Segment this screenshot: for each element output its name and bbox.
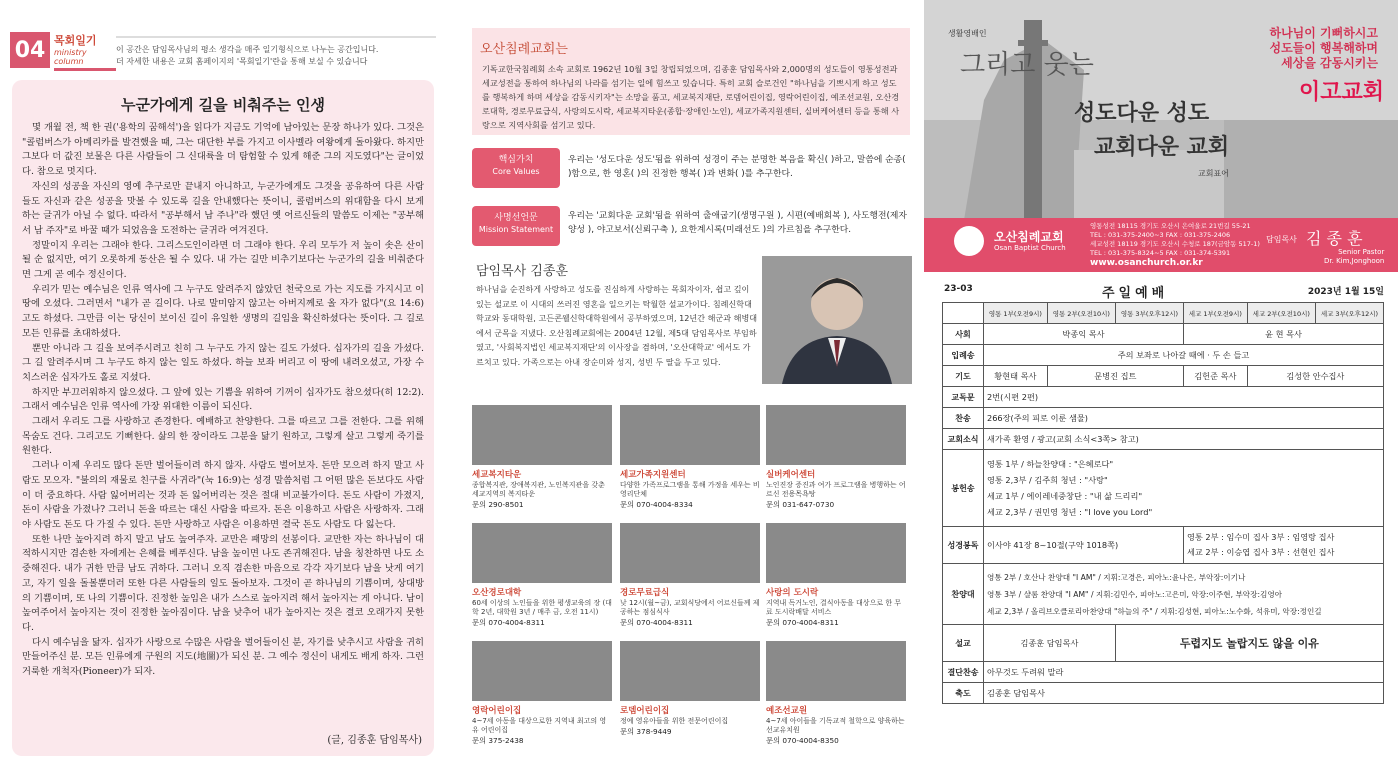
senior-pastor-english [1324, 248, 1384, 266]
table-row [943, 324, 1384, 345]
motto-line-3: 세상을 감동시키는 [1281, 56, 1378, 70]
essay-paragraph: 그래서 우리도 그를 사랑하고 존경한다. 예배하고 찬양한다. 그를 따르고 그를 전한다. 그를 위해 목숨도 건다. 그리고도 기뻐한다. 삶의 한 장이라도 그분을 닮기 원하고, 그렇게 살고 그렇게 죽기를 원한다. [22, 416, 424, 457]
essay-paragraph: 뿐만 아니라 그 길을 보여주시려고 친히 그 누구도 가지 않는 길도 가셨다. 십자가의 길을 가셨다. 그 길 알려주시며 그 누구도 하지 않는 일도 하셨다. 하늘 보좌 버리고 이 땅에 내려오셨고, 가장 수치스러운 십자가도 홀로 지셨다. [22, 342, 424, 383]
core-values-text: 우리는 '성도다운 성도'됨을 위하여 성경이 주는 분명한 복음을 확신( )하고, 말씀에 순종( )함으로, 한 영혼( )의 진정한 행복( )과 변화( )를 추구한다. [568, 155, 906, 179]
church-intro-box [472, 28, 910, 135]
church-intro-text: 기독교한국침례회 소속 교회로 1962년 10월 3일 창립되었으며, 김종훈 담임목사와 2,000명의 성도들이 영통성전과 세교성전을 통하여 하나님의 나라를 섬기는 일에 힘쓰고 있습니다. 특히 교회 슬로건인 "하나님을 기쁘시게 하고 성도를 행복하게 하며 세상을 감동시키자"는 소망을 품고, 세교복지재단, 로뎀어린이집, 영락어린이집, 예조선교원, 오산경로대학, 경로무료급식, 사랑의도시락, 세교복지타운(종합·장애인·노인), 세교가족지원센터, 실버케어센터 등을 통해 사랑으로 지역사회를 섬기고 있다. [482, 64, 900, 130]
worship-title: 주일예배 [1102, 286, 1169, 301]
facility-photo [620, 641, 760, 701]
worship-order-table [942, 302, 1384, 704]
facility-photo [472, 641, 612, 701]
facility-name: 세교복지타운 [472, 470, 522, 480]
column-desc-line-2: 더 자세한 내용은 교회 홈페이지의 '목회일기'란을 통해 보실 수 있습니다 [116, 57, 368, 66]
facility-name: 영락어린이집 [472, 706, 522, 716]
table-cell: 문병진 집트 [1047, 366, 1183, 387]
row-label: 봉헌송 [943, 450, 984, 527]
church-name: 오산침례교회 [994, 230, 1064, 244]
table-row [943, 450, 1384, 527]
facility-card [472, 641, 612, 759]
offering-song-line: 세교 2,3부 / 권민영 청년 : "I love you Lord" [987, 507, 1153, 517]
table-cell: 아무것도 두려워 말라 [984, 662, 1384, 683]
facility-photo [620, 523, 760, 583]
facility-name: 오산경로대학 [472, 588, 522, 598]
essay-body [12, 121, 434, 680]
facility-name: 경로무료급식 [620, 588, 670, 598]
church-intro-title: 오산침례교회는 [480, 42, 568, 57]
table-row [943, 527, 1384, 564]
table-cell: 266장(주의 피로 이룬 샘물) [984, 408, 1384, 429]
column-desc-line-1: 이 공간은 담임목사님의 평소 생각을 매주 일기형식으로 나누는 공간입니다. [116, 45, 379, 54]
table-cell: 새가족 환영 / 광고(교회 소식<3쪽> 참고) [984, 429, 1384, 450]
facility-photo [472, 523, 612, 583]
table-row [943, 408, 1384, 429]
facility-desc: 60세 이상의 노인들을 위한 평생교육의 장 (대학 2년, 대학원 3년 / 매주 금, 오전 11시) [472, 599, 612, 616]
table-header: 세교 2부(오전10시) [1247, 303, 1315, 324]
table-header: 세교 3부(오후12시) [1315, 303, 1383, 324]
pastor-bio: 하나님을 순진하게 사랑하고 성도를 진심하게 사랑하는 목회자이자, 쉽고 깊이 있는 설교로 이 시대의 쓰러진 영혼을 일으키는 탁월한 설교가이다. 침례신학대학교와 동대학원, 고든콘웰신학대학원에서 공부하였으며, 12년간 해군과 해병대에서 군목을 지냈다. 오산침례교회에는 2004년 12월, 제5대 담임목사로 부임하였고, '사회복지법인 세교복지재단'의 이사장을 겸하며, '오산대학교' 에서도 가르치고 있다. 가족으로는 아내 장순미와 성지, 성빈 두 딸을 두고 있다. [476, 284, 758, 367]
ministry-column-page [0, 0, 446, 776]
offering-song-line: 영통 2,3부 / 김주희 청년 : "사랑" [987, 475, 1108, 485]
facility-desc: 노인진장 증진과 여가 프로그램을 병행하는 어르신 전용목욕탕 [766, 481, 906, 498]
table-cell: 이사야 41장 8~10절(구약 1018쪽) [984, 527, 1184, 564]
facility-card [766, 523, 906, 641]
table-header: 세교 1부(오전9시) [1183, 303, 1247, 324]
slogan-line-1: 성도다운 성도 [1074, 100, 1210, 126]
table-header: 영통 2부(오전10시) [1047, 303, 1115, 324]
table-row [943, 564, 1384, 625]
facility-card [620, 641, 760, 759]
church-intro-page [446, 0, 920, 776]
pastor-portrait-icon [762, 256, 912, 384]
facility-desc: 정예 영유아들을 위한 전문어린이집 [620, 717, 729, 725]
facility-phone: 문의 070-4004-8311 [472, 618, 545, 627]
table-cell [984, 564, 1384, 625]
row-label: 찬양대 [943, 564, 984, 625]
slogan-line-2: 교회다운 교회 [1094, 134, 1230, 160]
church-address [1090, 222, 1260, 258]
essay-box [12, 80, 434, 756]
row-label: 성경봉독 [943, 527, 984, 564]
facility-photo [766, 523, 906, 583]
facility-card [766, 641, 906, 759]
facility-photo [472, 405, 612, 465]
table-row [943, 429, 1384, 450]
facility-phone: 문의 378-9449 [620, 727, 672, 736]
facility-card [472, 523, 612, 641]
column-title-block [54, 32, 116, 71]
essay-paragraph: 우리가 믿는 예수님은 인류 역사에 그 누구도 알려주지 않았던 천국으로 가는 지도를 가지시고 이 땅에 오셨다. 그러면서 "내가 곧 길이다. 나로 말미암지 않고는 아버지께로 올 자가 없다"(요 14:6)고도 하셨다. 그만큼 이는 당신이 보이신 길이 유일한 생명의 길임을 확신하셨다는 뜻이다. 그 길로 모든 인류를 초대하셨다. [22, 283, 424, 339]
table-cell: 김성한 안수집사 [1247, 366, 1383, 387]
facility-card [472, 405, 612, 523]
facility-photo [620, 405, 760, 465]
column-subtitle: ministry column [54, 48, 87, 66]
church-logo-icon [954, 226, 984, 256]
mission-badge [472, 206, 560, 246]
church-website[interactable]: www.osanchurch.or.kr [1090, 258, 1203, 268]
essay-paragraph: 자신의 성공을 자신의 영예 추구로만 끝내지 아니하고, 누군가에게도 그것을 공유하여 다른 사람들도 자신과 같은 성공을 맛볼 수 있도록 길을 안내했다는 뜻이니, 콜럼버스의 위대함을 다시 보게 하는 글귀가 아닐 수 없다. 따라서 "공부해서 남 주나"라 했던 옛 어르신들의 말씀도 이제는 "공부해서 남 주자"로 바꿀 때가 되었음을 도전하는 글귀라 여겨진다. [22, 180, 424, 236]
facility-phone: 문의 070-4004-8334 [620, 500, 693, 509]
facility-desc: 4~7세 아이들을 기독교적 철학으로 양육하는 선교유치원 [766, 717, 905, 734]
header-divider [116, 36, 436, 38]
facility-card [620, 405, 760, 523]
mission-sublabel: Mission Statement [478, 225, 554, 234]
table-cell: 주의 보좌로 나아갈 때에 · 두 손 들고 [984, 345, 1384, 366]
motto-line-1: 하나님이 기뻐하시고 [1269, 26, 1378, 40]
motto-brand: 이고교회 [1298, 80, 1384, 105]
essay-paragraph: 하지만 부끄러워하지 않으셨다. 그 앞에 있는 기쁨을 위하여 기꺼이 십자가도 참으셨다(히 12:2). 그래서 예수님은 인류 역사에 가장 위대한 이름이 되신다. [22, 386, 424, 413]
facility-name: 예조선교원 [766, 706, 808, 716]
row-label: 사회 [943, 324, 984, 345]
facility-card [766, 405, 906, 523]
core-values-label: 핵심가치 [498, 155, 534, 165]
choir-line: 영통 3부 / 샬롬 찬양대 "I AM" / 지휘:김민수, 피아노:고은미, 악장:이주현, 부악장:김영아 [987, 589, 1283, 599]
facility-desc: 4~7세 아동을 대상으로한 지역내 최고의 영유 어린이집 [472, 717, 607, 734]
table-cell: 2번(시편 2편) [984, 387, 1384, 408]
pastor-photo [762, 256, 912, 384]
church-banner [924, 0, 1398, 272]
table-row [943, 345, 1384, 366]
church-name-english: Osan Baptist Church [994, 244, 1066, 252]
facility-name: 로뎀어린이집 [620, 706, 670, 716]
pastor-title: 담임목사 김종훈 [476, 264, 569, 279]
motto-line-2: 성도들이 행복해하며 [1269, 41, 1378, 55]
table-row [943, 662, 1384, 683]
essay-paragraph: 정말이지 우리는 그래야 한다. 그리스도인이라면 더 그래야 한다. 우리 모두가 저 높이 솟은 산이 될 순 없지만, 여기 오롯하게 동산은 될 수 있다. 내 가는 길만 비추기보다는 누군가의 길을 비춰준다면 그게 곧 예수 정신이다. [22, 239, 424, 281]
slogan-caption: 교회표어 [1198, 169, 1229, 178]
address-line-2: TEL : 031-375-2400~3 FAX : 031-375-2406 [1090, 231, 1231, 239]
senior-pastor [1266, 226, 1363, 249]
table-header: 영통 1부(오전9시) [984, 303, 1048, 324]
worship-date: 2023년 1월 15일 [1307, 287, 1384, 297]
essay-paragraph: 또한 나만 높아지려 하지 말고 남도 높여주자. 교만은 패망의 선봉이다. 교만한 자는 하나님이 대적하시지만 겸손한 자에게는 은혜를 베푸신다. 남을 높이면 나도 존귀해진다. 남을 칭찬하면 나도 소중해진다. 내가 귀한 만큼 남도 귀하다. 그러니 오직 겸손한 마음으로 각각 자기보다 남을 낫게 여기고, 자기 일을 돌볼뿐더러 또한 다른 사람들의 일도 돌아보자. 그것이 곧 하나님의 기쁨이며, 상대방의 기쁨이며, 또 나의 기쁨이다. 진정한 높임은 내가 스스로 높아지려 해서 높아지는 게 아니다. 남이 높여주어서 높아지는 것이 진정한 높아짐이다. 남을 낮추어 내가 높아지는 것은 결코 오래가지 못한다. [22, 533, 424, 633]
mission-label: 사명선언문 [494, 213, 538, 223]
table-header: 영통 3부(오후12시) [1115, 303, 1183, 324]
core-values-badge [472, 148, 560, 188]
essay-signature: (글, 김종훈 담임목사) [327, 735, 422, 746]
table-row [943, 683, 1384, 704]
row-label: 설교 [943, 625, 984, 662]
address-line-3: 세교성전 18119 경기도 오산시 수청로 187(금암동 517-1) [1090, 240, 1260, 248]
facility-photo [766, 641, 906, 701]
facility-desc: 낮 12시(월~금), 교회식당에서 어르신들께 제공하는 점심식사 [620, 599, 760, 616]
facility-phone: 문의 375-2438 [472, 736, 524, 745]
row-label: 입례송 [943, 345, 984, 366]
table-cell: 김헌준 목사 [1183, 366, 1247, 387]
essay-paragraph: 그러나 이제 우리도 많다 돈만 벌어들이려 하지 않자. 사람도 벌어보자. 돈만 모으려 하지 말고 사람도 모으자. "불의의 재물로 친구를 사귀라"(눅 16:9)는 성경 말씀처럼 그 어떤 많은 돈보다도 사람이 더 중요하다. 사람 잃어버리는 것과 돈 잃어버리는 것은 절대 비교불가이다. 돈도 사람이 가졌지, 돈이 사람을 가졌나? 그러니 돈을 따르는 대신 사람을 따르자. 돈은 이용하고 사람은 사랑하자. 그래야 사람도 돈도 다 가질 수 있다. 돈만 사랑하고 사람은 이용하면 결국 돈도 사람도 다 잃는다. [22, 460, 424, 530]
bulletin-number: 23-03 [944, 284, 973, 294]
senior-pastor-en-title: Senior Pastor [1338, 248, 1385, 256]
row-label: 축도 [943, 683, 984, 704]
table-cell: 김종훈 담임목사 [984, 683, 1384, 704]
row-label: 기도 [943, 366, 984, 387]
facility-name: 세교가족지원센터 [620, 470, 686, 480]
table-cell [1183, 527, 1383, 564]
choir-line: 세교 2,3부 / 올리브오클로리아찬양대 "하늘의 주" / 지휘:김성현, 피아노:노수화, 석유미, 악장:정인길 [987, 606, 1322, 616]
essay-paragraph: 다시 예수님을 닮자. 십자가 사랑으로 수많은 사람을 벌어들이신 분, 자기를 낮추시고 사람을 귀히 만들어주신 분. 모든 인류에게 구원의 지도(地圖)가 되신 분. 그 예수 정신이 내게도 배게 하자. 그런 거룩한 개척자(Pioneer)가 되자. [22, 636, 424, 678]
column-header [10, 32, 116, 71]
column-description [116, 44, 436, 68]
column-title: 목회일기 [54, 34, 97, 47]
row-label: 찬송 [943, 408, 984, 429]
facility-photo [766, 405, 906, 465]
facility-card [620, 523, 760, 641]
table-cell: 박종익 목사 [984, 324, 1184, 345]
logo-caption: 생활영배인 [948, 29, 987, 38]
worship-order-page [920, 0, 1398, 776]
mission-text: 우리는 '교회다운 교회'됨을 위하여 출애굽기(생명구원 ), 시편(예배회복 ), 사도행전(제자양성 ), 야고보서(신뢰구축 ), 요한계시록(미래선도 )의 가르침을 추구한다. [568, 211, 907, 235]
choir-line: 영통 2부 / 호산나 찬양대 "I AM" / 지휘:고경은, 피아노:윤나은, 부악장:이기나 [987, 572, 1246, 582]
facility-name: 사랑의 도시락 [766, 588, 819, 598]
senior-pastor-label: 담임목사 [1266, 235, 1297, 244]
offering-song-line: 영통 1부 / 하늘찬양대 : "은혜로다" [987, 459, 1114, 469]
address-line-4: TEL : 031-375-8324~5 FAX : 031-374-5391 [1090, 249, 1231, 257]
core-values-row [472, 148, 910, 198]
table-cell: 윤 현 목사 [1183, 324, 1383, 345]
table-corner [943, 303, 984, 324]
facility-desc: 종합복지관, 장애복지관, 노인복지관을 갖춘 세교지역의 복지타운 [472, 481, 605, 498]
table-row [943, 387, 1384, 408]
facility-phone: 문의 070-4004-8350 [766, 736, 839, 745]
facility-name: 실버케어센터 [766, 470, 816, 480]
reader-line: 세교 2부 : 이승엽 집사 3부 : 선현인 집사 [1186, 547, 1335, 557]
facility-desc: 지역내 독거노인, 결식아동을 대상으로 한 무료 도시락배달 서비스 [766, 599, 902, 616]
senior-pastor-en-name: Dr. Kim,Jonghoon [1324, 257, 1385, 265]
senior-pastor-name: 김 종 훈 [1306, 229, 1363, 248]
church-motto [1269, 26, 1378, 71]
facility-phone: 문의 290-8501 [472, 500, 524, 509]
logo-mark: 그리고 웃는 [960, 50, 1094, 80]
essay-title: 누군가에게 길을 비춰주는 인생 [120, 96, 326, 114]
address-line-1: 영통성전 18115 경기도 오산시 은여울로 21번길 55-21 [1090, 222, 1251, 230]
table-cell [984, 450, 1384, 527]
core-values-sublabel: Core Values [492, 167, 540, 176]
sermon-preacher: 김종훈 담임목사 [984, 625, 1116, 662]
essay-paragraph: 몇 개월 전, 책 한 권('용학의 꿈해석')을 읽다가 지금도 기억에 남아있는 문장 하나가 있다. 그것은 "콜럼버스가 아메리카를 발견했을 때, 그는 대단한 부를 가지고 이사벨라 여왕에게 돌아왔다. 하지만 그보다 더 값진 보물은 다른 사람들이 그 신대륙을 더 탐험할 수 있게 해준 그의 지도였다"는 글이었다. 참으로 멋지다. [22, 122, 424, 178]
row-label: 교회소식 [943, 429, 984, 450]
facility-phone: 문의 070-4004-8311 [620, 618, 693, 627]
reader-line: 영통 2부 : 임수미 집사 3부 : 임영랑 집사 [1186, 532, 1335, 542]
row-label: 결단찬송 [943, 662, 984, 683]
table-cell: 황현태 목사 [984, 366, 1048, 387]
table-row [943, 303, 1384, 324]
table-row [943, 366, 1384, 387]
table-row [943, 625, 1384, 662]
facility-desc: 다양한 가족프로그램을 통해 가정을 세우는 비영리단체 [620, 481, 760, 498]
offering-song-line: 세교 1부 / 에이레네중창단 : "내 삶 드리리" [987, 491, 1143, 501]
facility-phone: 문의 070-4004-8311 [766, 618, 839, 627]
facility-phone: 문의 031-647-0730 [766, 500, 835, 509]
row-label: 교독문 [943, 387, 984, 408]
sermon-title: 두렵지도 놀랍지도 않을 이유 [1115, 625, 1383, 662]
column-number: 04 [10, 32, 50, 68]
